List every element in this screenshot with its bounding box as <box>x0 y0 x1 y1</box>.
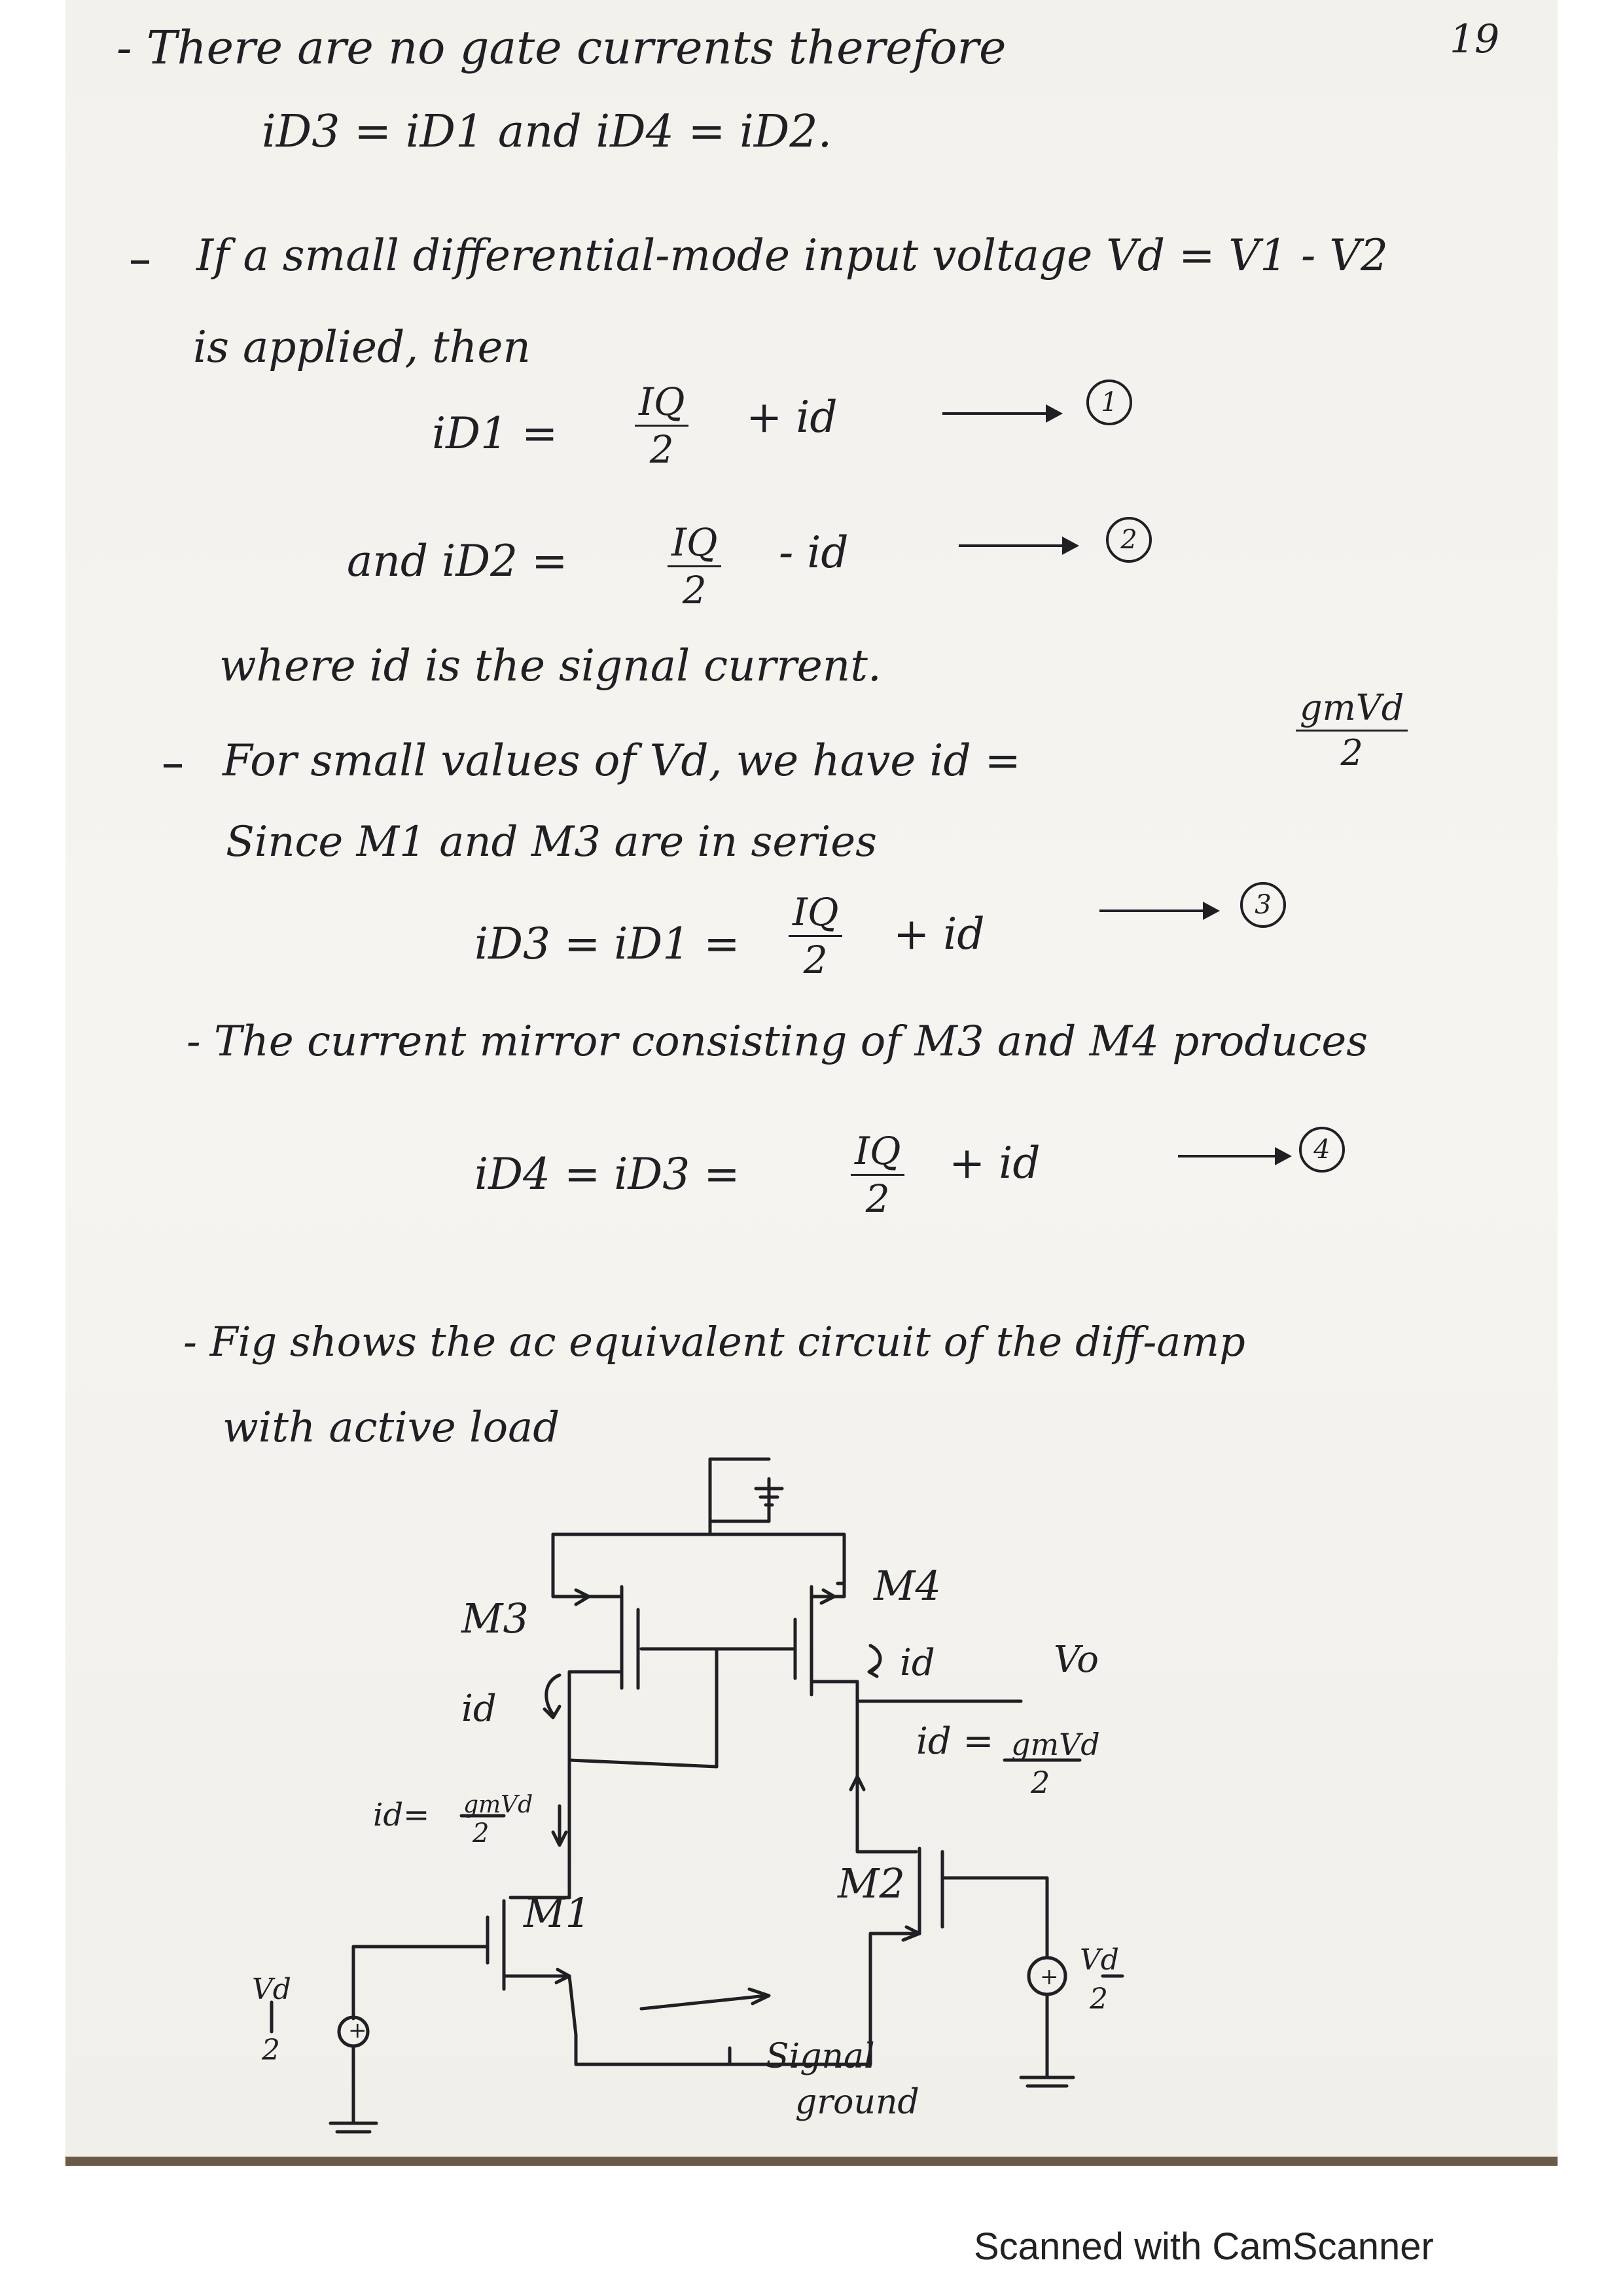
label-left-vd-num: Vd <box>252 1973 291 2006</box>
eq4-right: + id <box>949 1138 1041 1188</box>
supply-rail-wire <box>553 1521 844 1597</box>
label-id-m4: id <box>900 1642 935 1684</box>
camscanner-watermark: Scanned with CamScanner <box>974 2225 1434 2268</box>
label-gmvd-den: 2 <box>1031 1765 1050 1800</box>
label-id-m3: id <box>461 1687 497 1730</box>
label-signal: Signal <box>766 2037 875 2076</box>
label-id-equals: id = <box>916 1720 994 1763</box>
label-m2: M2 <box>838 1860 905 1907</box>
top-ground-symbol <box>710 1459 782 1521</box>
text-no-gate-currents: - There are no gate currents therefore <box>116 21 1007 75</box>
eq1-left: iD1 = <box>432 408 558 459</box>
id-arrow-m3 <box>544 1675 560 1718</box>
label-left-vd-den: 2 <box>262 2034 280 2067</box>
label-left-source-plus: + <box>348 2017 367 2043</box>
label-left-gmvd-den: 2 <box>473 1818 490 1848</box>
eq4-number: 4 <box>1299 1127 1345 1173</box>
id-arrow-left <box>553 1806 566 1845</box>
eq3-number: 3 <box>1240 882 1286 928</box>
eq2-fraction-numerator: IQ <box>668 523 721 567</box>
id-fraction-denominator: 2 <box>1340 732 1363 773</box>
label-gmvd-num: gmVd <box>1011 1727 1100 1762</box>
eq4-left: iD4 = iD3 = <box>474 1149 740 1199</box>
eq4-fraction-numerator: IQ <box>851 1132 904 1176</box>
page-number: 19 <box>1450 16 1500 62</box>
text-small-values-vd: For small values of Vd, we have id = <box>223 735 1021 786</box>
label-right-vd-num: Vd <box>1080 1943 1119 1977</box>
eq2-fraction-denominator: 2 <box>682 568 707 612</box>
eq1-number: 1 <box>1086 380 1132 425</box>
label-right-vd-den: 2 <box>1090 1983 1108 2016</box>
transistor-m3 <box>553 1587 792 1701</box>
text-with-active-load: with active load <box>223 1404 560 1452</box>
transistor-m4 <box>792 1583 857 1701</box>
label-right-source-plus: + <box>1040 1964 1059 1990</box>
eq2-number: 2 <box>1106 517 1152 563</box>
text-m1-m3-series: Since M1 and M3 are in series <box>226 818 877 866</box>
eq1-fraction-denominator: 2 <box>649 427 674 472</box>
label-m3: M3 <box>461 1595 529 1642</box>
text-is-applied: is applied, then <box>193 322 531 372</box>
eq2-right: - id <box>779 527 849 578</box>
id-fraction-numerator: gmVd <box>1296 690 1408 732</box>
equation-current-equalities: iD3 = iD1 and iD4 = iD2. <box>262 106 832 158</box>
eq3-right: + id <box>893 909 985 959</box>
eq3-left: iD3 = iD1 = <box>474 919 740 969</box>
eq1-right: + id <box>746 392 838 442</box>
tail-current-arrow <box>641 1989 769 2009</box>
eq3-fraction-numerator: IQ <box>789 893 842 937</box>
label-left-gmvd-num: gmVd <box>463 1792 533 1818</box>
id-arrow-m4 <box>869 1646 880 1676</box>
text-small-differential-input: If a small differential-mode input voltage Vd = V1 - V2 <box>196 230 1388 281</box>
label-ground: ground <box>795 2083 919 2122</box>
label-m1: M1 <box>524 1889 591 1937</box>
text-fig-shows: - Fig shows the ac equivalent circuit of the diff-amp <box>183 1318 1245 1366</box>
eq4-fraction-denominator: 2 <box>865 1176 890 1221</box>
text-current-mirror: - The current mirror consisting of M3 and M4 produces <box>187 1017 1368 1066</box>
label-id-left-equals: id= <box>373 1797 430 1833</box>
label-m4: M4 <box>874 1562 941 1610</box>
label-vo: Vo <box>1054 1638 1099 1681</box>
gate-tie-wire <box>569 1649 717 1767</box>
text-signal-current: where id is the signal current. <box>219 641 882 691</box>
eq2-left: and iD2 = <box>347 536 568 586</box>
eq1-fraction-numerator: IQ <box>635 383 688 427</box>
eq3-fraction-denominator: 2 <box>803 938 828 982</box>
